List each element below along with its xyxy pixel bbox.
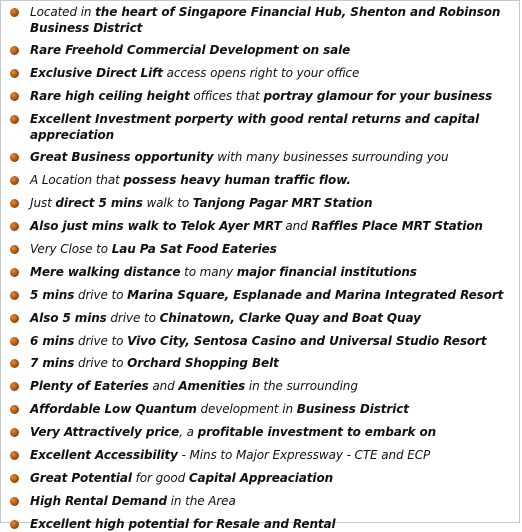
bold-text: Affordable Low Quantum <box>30 402 197 417</box>
bold-text: possess heavy human traffic flow. <box>123 173 351 188</box>
list-item <box>1 43 519 59</box>
list-item <box>1 494 519 510</box>
list-item <box>1 150 519 166</box>
bold-text: Amenities <box>178 379 246 394</box>
plain-text: to many <box>180 264 237 279</box>
plain-text: drive to <box>74 356 128 371</box>
bold-text: Capital Appreaciation <box>188 470 334 485</box>
plain-text: development in <box>196 402 297 417</box>
plain-text: Very Close to <box>30 242 112 257</box>
list-item <box>1 219 519 235</box>
orange-round-bullet-icon <box>10 359 19 368</box>
bold-text: Great Potential <box>30 470 132 485</box>
plain-text: access opens right to your office <box>162 66 360 81</box>
bold-text: Vivo City, Sentosa Casino and Universal Studio Resort <box>127 333 487 348</box>
bold-text: Lau Pa Sat Food Eateries <box>111 242 277 257</box>
bold-text: Also just mins walk to Telok Ayer MRT <box>30 219 282 234</box>
list-item <box>1 448 519 464</box>
bold-text: 5 mins <box>30 287 75 302</box>
bold-text: Excellent high potential for Resale and Rental <box>30 516 336 531</box>
orange-round-bullet-icon <box>10 199 19 208</box>
feature-list <box>1 1 519 532</box>
bold-text: Great Business opportunity <box>30 150 214 165</box>
plain-text: A Location that <box>30 173 124 188</box>
list-item <box>1 334 519 350</box>
bold-text: Marina Square, Esplanade and Marina Integrated Resort <box>127 287 504 302</box>
list-item <box>1 112 519 143</box>
orange-round-bullet-icon <box>10 115 19 124</box>
orange-round-bullet-icon <box>10 428 19 437</box>
bold-text: Rare Freehold Commercial Development on sale <box>30 43 351 58</box>
bold-text: 7 mins <box>30 356 75 371</box>
orange-round-bullet-icon <box>10 291 19 300</box>
plain-text: and <box>148 379 179 394</box>
list-item <box>1 89 519 105</box>
orange-round-bullet-icon <box>10 245 19 254</box>
bold-text: Rare high ceiling height <box>30 89 190 104</box>
plain-text: drive to <box>74 333 128 348</box>
list-item <box>1 471 519 487</box>
plain-text: Just <box>30 196 56 211</box>
list-item <box>1 66 519 82</box>
plain-text: and <box>281 219 312 234</box>
list-item <box>1 173 519 189</box>
list-item <box>1 288 519 304</box>
orange-round-bullet-icon <box>10 382 19 391</box>
orange-round-bullet-icon <box>10 268 19 277</box>
list-item <box>1 242 519 258</box>
bold-text: Plenty of Eateries <box>30 379 149 394</box>
list-item <box>1 196 519 212</box>
plain-text: Located in <box>30 5 96 19</box>
bold-text: Orchard Shopping Belt <box>127 356 279 371</box>
bold-text: the heart of Singapore Financial Hub, Shenton and Robinson Business District <box>30 5 501 35</box>
bold-text: profitable investment to embark on <box>197 425 437 440</box>
bold-text: Exclusive Direct Lift <box>30 66 163 81</box>
bold-text: High Rental Demand <box>30 493 167 508</box>
orange-round-bullet-icon <box>10 222 19 231</box>
bold-text: portray glamour for your business <box>263 89 493 104</box>
orange-round-bullet-icon <box>10 314 19 323</box>
bold-text: direct 5 mins <box>55 196 143 211</box>
list-item <box>1 517 519 532</box>
bold-text: Very Attractively price <box>30 425 180 440</box>
orange-round-bullet-icon <box>10 46 19 55</box>
list-item <box>1 265 519 281</box>
plain-text: with many businesses surrounding you <box>213 150 449 165</box>
orange-round-bullet-icon <box>10 451 19 460</box>
plain-text: in the surrounding <box>245 379 358 394</box>
bold-text: Excellent Accessibility <box>30 448 178 463</box>
plain-text: , a <box>179 425 198 440</box>
orange-round-bullet-icon <box>10 153 19 162</box>
list-item <box>1 425 519 441</box>
plain-text: drive to <box>106 310 160 325</box>
bold-text: Excellent Investment porperty with good rental returns and capital appreciation <box>30 112 480 142</box>
plain-text: walk to <box>142 196 193 211</box>
bold-text: major financial institutions <box>236 264 417 279</box>
list-item <box>1 5 519 36</box>
orange-round-bullet-icon <box>10 92 19 101</box>
plain-text: drive to <box>74 287 128 302</box>
orange-round-bullet-icon <box>10 405 19 414</box>
bold-text: Also 5 mins <box>30 310 107 325</box>
list-item <box>1 402 519 418</box>
orange-round-bullet-icon <box>10 497 19 506</box>
plain-text: - Mins to Major Expressway - CTE and ECP <box>177 448 431 463</box>
plain-text: for good <box>131 470 189 485</box>
bold-text: Raffles Place MRT Station <box>311 219 483 234</box>
plain-text: in the Area <box>166 493 236 508</box>
bold-text: Business District <box>296 402 409 417</box>
orange-round-bullet-icon <box>10 520 19 529</box>
orange-round-bullet-icon <box>10 337 19 346</box>
orange-round-bullet-icon <box>10 8 19 17</box>
list-item <box>1 311 519 327</box>
list-item <box>1 356 519 372</box>
list-item <box>1 379 519 395</box>
orange-round-bullet-icon <box>10 474 19 483</box>
bold-text: Mere walking distance <box>30 264 181 279</box>
orange-round-bullet-icon <box>10 69 19 78</box>
bold-text: 6 mins <box>30 333 75 348</box>
orange-round-bullet-icon <box>10 176 19 185</box>
bold-text: Tanjong Pagar MRT Station <box>192 196 373 211</box>
bold-text: Chinatown, Clarke Quay and Boat Quay <box>159 310 421 325</box>
plain-text: offices that <box>189 89 264 104</box>
